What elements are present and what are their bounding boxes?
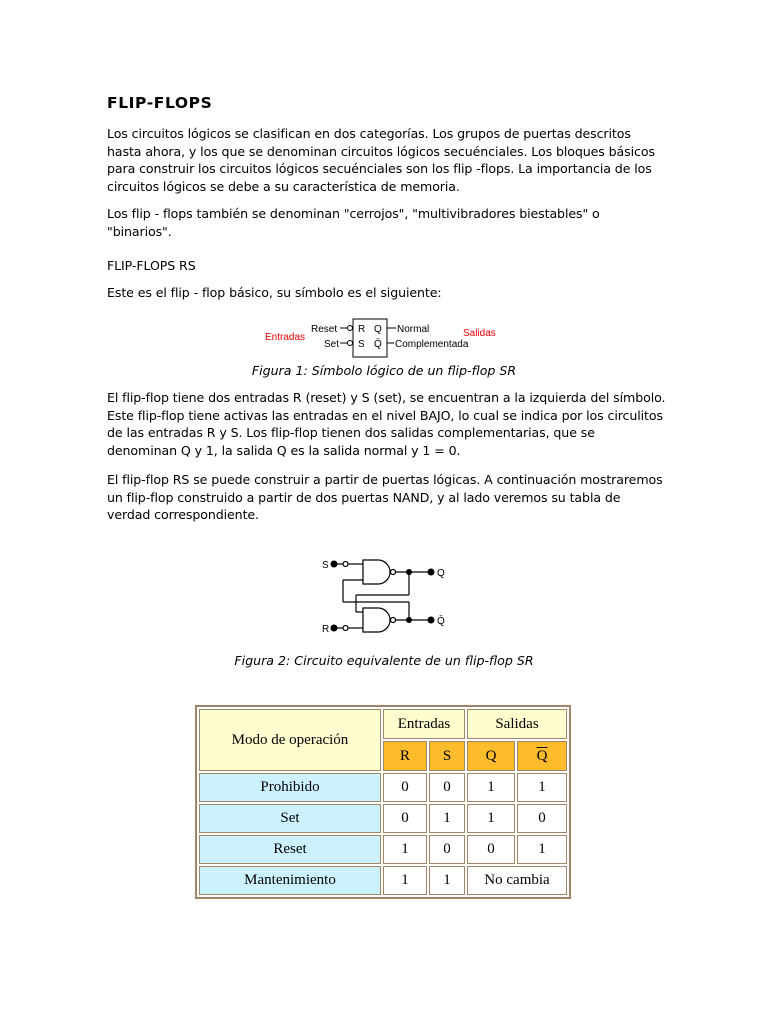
qbar-value: 1	[517, 835, 567, 864]
qbar-value: 0	[517, 804, 567, 833]
s-value: 0	[429, 773, 465, 802]
qbar-pin-label: Q̄	[374, 339, 382, 350]
symbol-intro: Este es el flip - flop básico, su símbolo es el siguiente:	[107, 285, 442, 300]
s-input-label: S	[322, 560, 329, 571]
s-value: 1	[429, 804, 465, 833]
bottom-nand-gate	[363, 608, 390, 632]
r-value: 1	[383, 866, 427, 895]
r-value: 1	[383, 835, 427, 864]
qbar-output-label: Q̄	[437, 616, 445, 627]
inputs-header: Entradas	[383, 709, 465, 739]
top-nand-gate	[363, 560, 390, 584]
table-row	[199, 866, 567, 895]
intro-paragraph-2: Los flip - flops también se denominan "cerrojos", "multivibradores biestables" o "binarios".	[107, 206, 600, 239]
body-paragraph-4: El flip-flop RS se puede construir a partir de puertas lógicas. A continuación mostraremos un flip-flop construido a partir de dos puertas NAND, y al lado veremos su tabla de verdad correspondiente.	[107, 472, 663, 523]
q-value: 1	[467, 773, 515, 802]
s-value: 1	[429, 866, 465, 895]
bottom-gate-output-bubble	[391, 618, 396, 623]
q-node	[406, 569, 412, 575]
top-gate-output-bubble	[391, 570, 396, 575]
row-mode: Set	[199, 804, 381, 833]
outputs-value: No cambia	[467, 866, 567, 895]
section-heading: FLIP-FLOPS RS	[107, 258, 196, 273]
qbar-terminal	[428, 617, 435, 624]
set-label: Set	[324, 339, 340, 350]
qbar-node	[406, 617, 412, 623]
r-column-header: R	[383, 741, 427, 771]
body-paragraph-3: El flip-flop tiene dos entradas R (reset) y S (set), se encuentran a la izquierda del símbolo. Este flip-flop tiene activas las entradas en el nivel BAJO, lo cual se indica por los circulitos de las entradas R y S. Los flip-flop tienen dos salidas complementarias, que se denominan Q y 1, la salida Q es la salida normal y 1 = 0.	[107, 390, 666, 458]
reset-inverter-bubble	[348, 326, 353, 331]
complementada-label: Complementada	[395, 339, 469, 350]
salidas-label: Salidas	[463, 328, 496, 339]
r-pin-label: R	[358, 324, 366, 335]
outputs-header: Salidas	[467, 709, 567, 739]
table-row	[199, 804, 567, 833]
flip-flop-symbol-diagram	[260, 318, 510, 360]
figure-1-caption: Figura 1: Símbolo lógico de un flip-flop SR	[251, 363, 517, 378]
nand-latch-circuit-diagram	[318, 555, 458, 640]
truth-table	[195, 705, 571, 899]
s-terminal	[331, 561, 338, 568]
q-column-header: Q	[467, 741, 515, 771]
q-pin-label: Q	[374, 324, 382, 335]
q-output-label: Q	[437, 568, 445, 579]
page-title: FLIP-FLOPS	[107, 94, 213, 112]
r-input-label: R	[322, 624, 330, 635]
row-mode: Mantenimiento	[199, 866, 381, 895]
s-pin-label: S	[358, 339, 365, 350]
s-value: 0	[429, 835, 465, 864]
r-value: 0	[383, 804, 427, 833]
q-value: 1	[467, 804, 515, 833]
r-value: 0	[383, 773, 427, 802]
set-inverter-bubble	[348, 341, 353, 346]
q-value: 0	[467, 835, 515, 864]
intro-paragraph-1: Los circuitos lógicos se clasifican en dos categorías. Los grupos de puertas descritos hasta ahora, y los que se denominan circuitos lógicos secuénciales. Los bloques básicos para construir los circuitos lógicos secuénciales son los flip -flops. La importancia de los circuitos lógicos se debe a su característica de memoria.	[107, 126, 655, 194]
table-row	[199, 773, 567, 802]
mode-header: Modo de operación	[199, 709, 381, 771]
reset-label: Reset	[311, 324, 338, 335]
normal-label: Normal	[397, 324, 430, 335]
qbar-value: 1	[517, 773, 567, 802]
row-mode: Reset	[199, 835, 381, 864]
s-column-header: S	[429, 741, 465, 771]
q-terminal	[428, 569, 435, 576]
r-terminal	[331, 625, 338, 632]
table-row	[199, 835, 567, 864]
figure-2-caption: Figura 2: Circuito equivalente de un flip-flop SR	[234, 653, 534, 668]
row-mode: Prohibido	[199, 773, 381, 802]
entradas-label: Entradas	[265, 332, 306, 343]
qbar-column-header: $\overline{Q}$	[517, 741, 567, 771]
